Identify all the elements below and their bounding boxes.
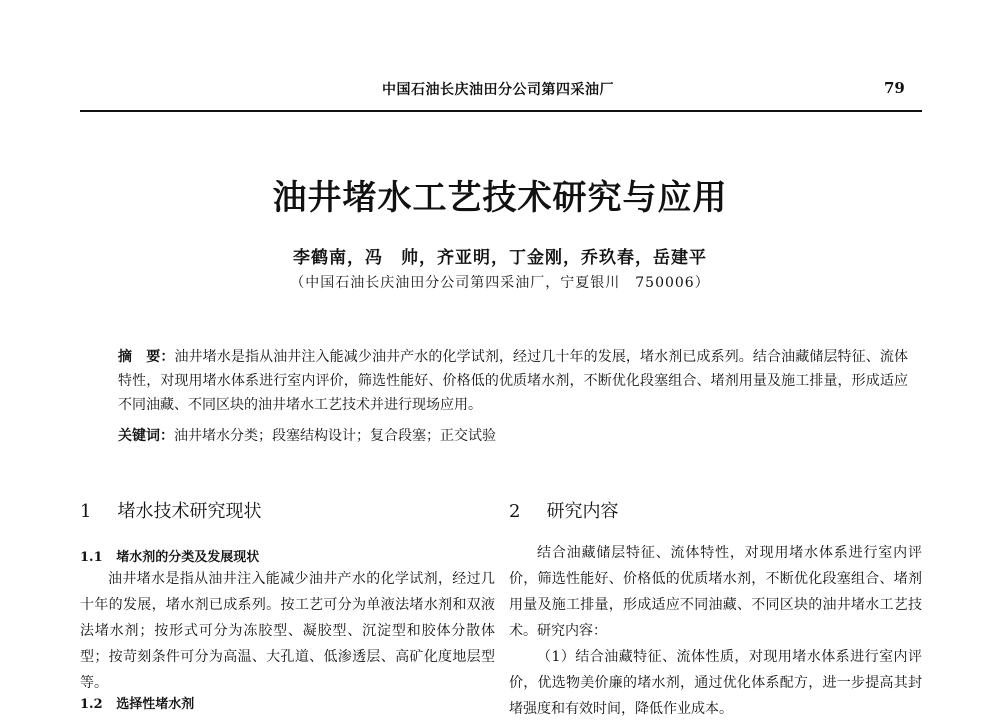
subsection-1-2-number: 1.2 bbox=[80, 697, 103, 712]
keywords-label: 关键词： bbox=[118, 428, 174, 444]
running-header bbox=[0, 79, 1000, 99]
author-list: 李鹤南，冯 帅，齐亚明，丁金刚，乔玖春，岳建平 bbox=[293, 248, 707, 268]
keywords bbox=[118, 426, 908, 446]
journal-name: 中国石油长庆油田分公司第四采油厂 bbox=[382, 82, 614, 98]
subsection-1-2-heading bbox=[80, 693, 194, 712]
page-number: 79 bbox=[884, 79, 905, 97]
abstract-text: 油井堵水是指从油井注入能减少油井产水的化学试剂，经过几十年的发展，堵水剂已成系列。结合油藏储层特征、流体特性，对现用堵水体系进行室内评价，筛选性能好、价格低的优质堵水剂，不断优化段塞组合、堵剂用量及施工排量，形成适应不同油藏、不同区块的油井堵水工艺技术并进行现场应用。 bbox=[118, 349, 908, 413]
subsection-1-2-title: 选择性堵水剂 bbox=[116, 697, 195, 712]
header-rule bbox=[80, 110, 922, 112]
keywords-text: 油井堵水分类；段塞结构设计；复合段塞；正交试验 bbox=[174, 428, 496, 444]
paper-title: 油井堵水工艺技术研究与应用 bbox=[272, 178, 728, 218]
section-2-number: 2 bbox=[509, 501, 521, 522]
abstract-label: 摘 要： bbox=[118, 349, 175, 365]
section-2-paragraph-2: （1）结合油藏特征、流体性质，对现用堵水体系进行室内评价，优选物美价廉的堵水剂，通过优化体系配方，进一步提高其封堵强度和有效时间，降低作业成本。 bbox=[509, 649, 922, 717]
subsection-1-1-title: 堵水剂的分类及发展现状 bbox=[116, 550, 260, 565]
section-1-heading bbox=[80, 497, 261, 523]
subsection-1-1-heading bbox=[80, 546, 259, 565]
abstract bbox=[118, 345, 908, 417]
section-1-number: 1 bbox=[80, 501, 92, 522]
subsection-1-1-paragraph: 油井堵水是指从油井注入能减少油井产水的化学试剂，经过几十年的发展，堵水剂已成系列。按工艺可分为单液法堵水剂和双液法堵水剂；按形式可分为冻胶型、凝胶型、沉淀型和胶体分散体型；按苛刻条件可分为高温、大孔道、低渗透层、高矿化度地层型等。 bbox=[80, 571, 495, 691]
section-1-title: 堵水技术研究现状 bbox=[117, 501, 262, 522]
section-2-title: 研究内容 bbox=[546, 501, 619, 522]
affiliation: （中国石油长庆油田分公司第四采油厂，宁夏银川 750006） bbox=[290, 275, 710, 291]
subsection-1-1-number: 1.1 bbox=[80, 550, 103, 565]
section-2-paragraph-1: 结合油藏储层特征、流体特性，对现用堵水体系进行室内评价，筛选性能好、价格低的优质堵水剂，不断优化段塞组合、堵剂用量及施工排量，形成适应不同油藏、不同区块的油井堵水工艺技术。研究内容： bbox=[509, 545, 922, 639]
section-2-heading bbox=[509, 497, 618, 523]
